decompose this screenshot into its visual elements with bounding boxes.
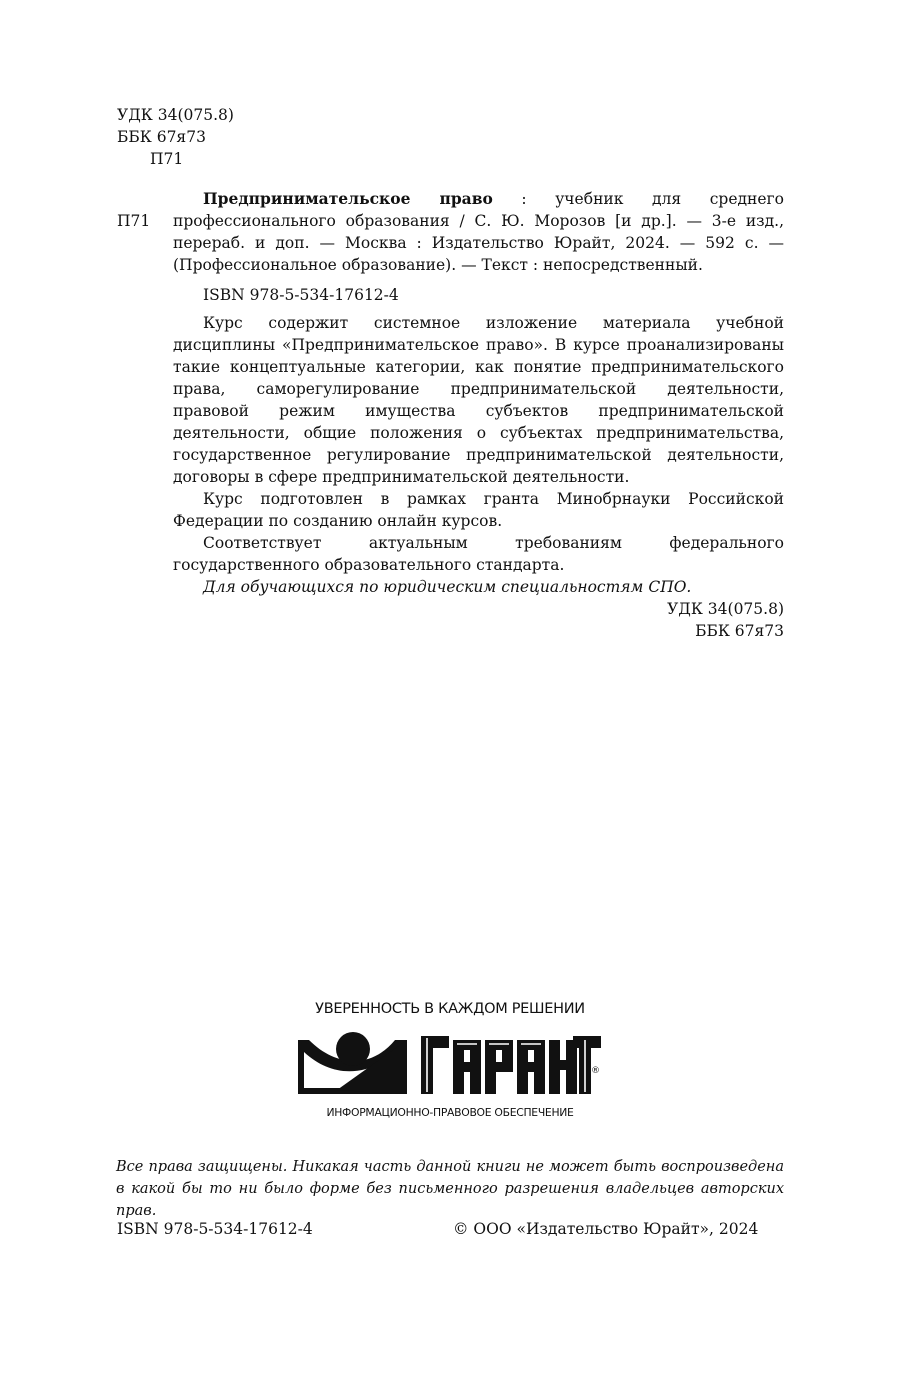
garant-slogan: УВЕРЕННОСТЬ В КАЖДОМ РЕШЕНИИ — [315, 1001, 585, 1017]
record-cipher: П71 — [117, 212, 151, 230]
header-classification-codes — [117, 104, 234, 170]
registered-icon: ® — [591, 1066, 600, 1076]
annotation — [173, 312, 784, 598]
annotation-paragraph-3: Соответствует актуальным требованиям федерального государственного образовательного стандарта. — [173, 534, 784, 574]
footer-classification-codes — [667, 598, 784, 642]
garant-tagline: ИНФОРМАЦИОННО-ПРАВОВОЕ ОБЕСПЕЧЕНИЕ — [326, 1106, 574, 1119]
book-title: Предпринимательское право — [203, 189, 493, 208]
bbk-code-footer: ББК 67я73 — [695, 622, 784, 640]
copyright-notice: © ООО «Издательство Юрайт», 2024 — [453, 1220, 759, 1238]
garant-advert — [297, 998, 603, 1124]
udk-code-footer: УДК 34(075.8) — [667, 600, 784, 618]
annotation-paragraph-2: Курс подготовлен в рамках гранта Минобрнауки Российской Федерации по созданию онлайн курсов. — [173, 490, 784, 530]
annotation-paragraph-1: Курс содержит системное изложение материала учебной дисциплины «Предпринимательское право». В курсе проанализированы такие концептуальные категории, как понятие предпринимательского права, саморегулирование предпринимательской деятельности, правовой режим имущества субъектов предпринимательской деятельности, общие положения о субъектах предпринимательства, государственное регулирование предпринимательской деятельности, договоры в сфере предпринимательской деятельности. — [173, 314, 784, 486]
garant-figure-icon — [297, 1032, 603, 1096]
record-details: : учебник для среднего профессионального образования / С. Ю. Морозов [и др.]. — 3-е изд., перераб. и доп. — Москва : Издательство Юрайт, 2024. — 592 с. — (Профессиональное образование). — Текст : непосредственный. — [173, 190, 784, 274]
record-isbn: ISBN 978-5-534-17612-4 — [203, 286, 399, 304]
bottom-isbn: ISBN 978-5-534-17612-4 — [117, 1220, 313, 1238]
author-cipher: П71 — [150, 150, 184, 168]
udk-code: УДК 34(075.8) — [117, 106, 234, 124]
record-description — [173, 188, 784, 276]
garant-logo — [297, 1032, 603, 1096]
bbk-code: ББК 67я73 — [117, 128, 206, 146]
rights-notice: Все права защищены. Никакая часть данной книги не может быть воспроизведена в какой бы то ни было форме без письменного разрешения владельцев авторских прав. — [116, 1159, 784, 1219]
audience-note: Для обучающихся по юридическим специальностям СПО. — [203, 578, 692, 596]
bibliographic-record — [173, 188, 784, 276]
